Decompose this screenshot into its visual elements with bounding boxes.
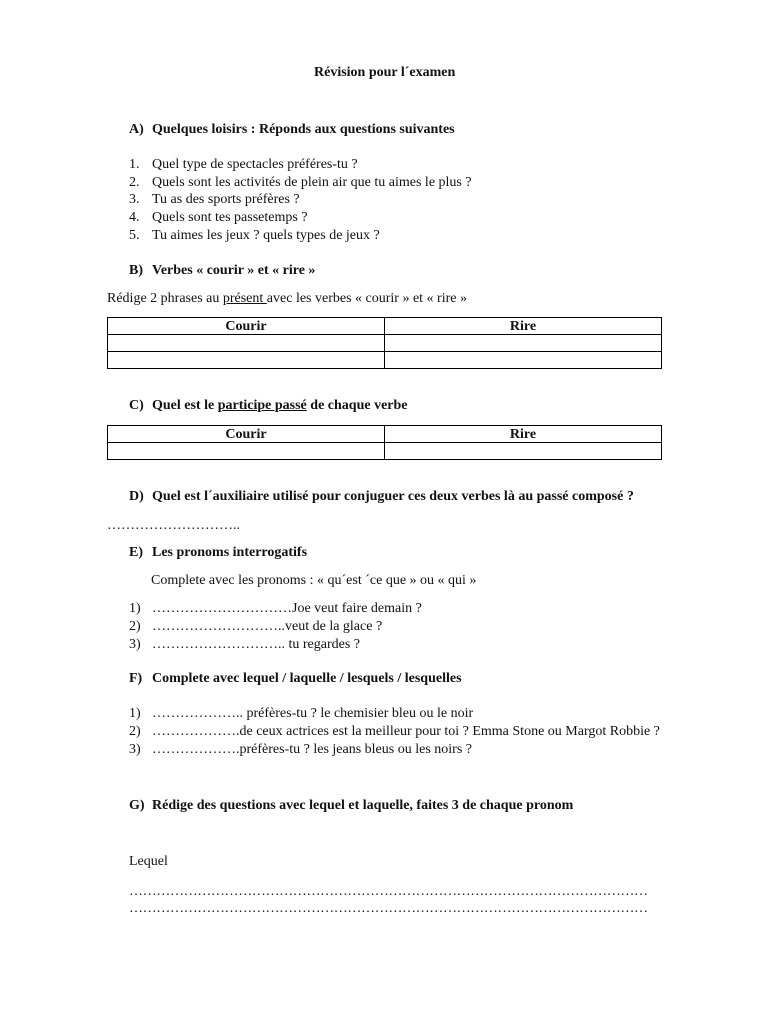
item-number: 1) <box>129 706 141 721</box>
section-c-title-underlined: participe passé <box>217 398 307 413</box>
item-text: ……………………….. tu regardes ? <box>152 637 361 652</box>
exercise-item <box>129 723 660 740</box>
instruction-underlined: présent <box>222 291 267 306</box>
exercise-item <box>129 705 473 722</box>
table-header-rire: Rire <box>385 318 662 335</box>
answer-line[interactable]: …………………………………………………………………………………………………… <box>129 901 648 916</box>
item-number: 3) <box>129 742 141 757</box>
section-a-heading <box>129 121 455 138</box>
section-g-letter: G) <box>129 798 145 813</box>
question-item <box>129 209 308 226</box>
answer-cell[interactable] <box>108 335 385 352</box>
section-g-heading <box>129 797 573 814</box>
instruction-text: Rédige 2 phrases au <box>107 291 223 306</box>
section-e-instruction: Complete avec les pronoms : « qu´est ´ce que » ou « qui » <box>151 573 477 588</box>
answer-cell[interactable] <box>108 443 385 460</box>
past-participle-table <box>107 425 662 460</box>
question-text: Quel type de spectacles préféres-tu ? <box>152 157 358 172</box>
section-e-title: Les pronoms interrogatifs <box>152 545 308 560</box>
section-f-heading <box>129 670 462 687</box>
question-number: 3. <box>129 192 140 207</box>
answer-cell[interactable] <box>385 335 662 352</box>
answer-cell[interactable] <box>108 352 385 369</box>
exercise-item <box>129 600 422 617</box>
item-text: ………………………..veut de la glace ? <box>152 619 383 634</box>
question-item <box>129 227 380 244</box>
question-number: 5. <box>129 228 140 243</box>
section-c-title: de chaque verbe <box>306 398 408 413</box>
item-text: ……………….de ceux actrices est la meilleur pour toi ? Emma Stone ou Margot Robbie ? <box>152 724 660 739</box>
section-d-title: Quel est l´auxiliaire utilisé pour conjuguer ces deux verbes là au passé composé ? <box>152 489 634 504</box>
section-f-letter: F) <box>129 671 143 686</box>
answer-cell[interactable] <box>385 352 662 369</box>
question-item <box>129 191 300 208</box>
lequel-label: Lequel <box>129 854 168 869</box>
question-item <box>129 156 358 173</box>
section-d-letter: D) <box>129 489 144 504</box>
section-c-title: Quel est le <box>152 398 218 413</box>
section-f-title: Complete avec lequel / laquelle / lesquels / lesquelles <box>152 671 462 686</box>
table-header-courir: Courir <box>108 318 385 335</box>
section-a-title: Quelques loisirs : Réponds aux questions suivantes <box>152 122 455 137</box>
item-text: ……………….. préfères-tu ? le chemisier bleu ou le noir <box>152 706 474 721</box>
question-text: Tu aimes les jeux ? quels types de jeux ? <box>152 228 380 243</box>
question-number: 4. <box>129 210 140 225</box>
exercise-item <box>129 618 382 635</box>
answer-cell[interactable] <box>385 443 662 460</box>
section-b-heading <box>129 262 315 279</box>
item-number: 3) <box>129 637 141 652</box>
section-d-heading <box>129 488 634 505</box>
item-number: 2) <box>129 724 141 739</box>
page-title: Révision pour l´examen <box>314 65 456 80</box>
section-c-letter: C) <box>129 398 144 413</box>
section-g-title: Rédige des questions avec lequel et laquelle, faites 3 de chaque pronom <box>152 798 574 813</box>
exercise-item <box>129 741 472 758</box>
question-number: 2. <box>129 175 140 190</box>
section-e-heading <box>129 544 307 561</box>
item-number: 1) <box>129 601 141 616</box>
section-a-letter: A) <box>129 122 144 137</box>
question-text: Quels sont tes passetemps ? <box>152 210 308 225</box>
exercise-item <box>129 636 360 653</box>
section-b-title: Verbes « courir » et « rire » <box>152 263 316 278</box>
table-header-courir: Courir <box>108 426 385 443</box>
item-text: ……………….préfères-tu ? les jeans bleus ou les noirs ? <box>152 742 472 757</box>
section-b-instruction <box>107 290 467 307</box>
question-text: Quels sont les activités de plein air que tu aimes le plus ? <box>152 175 472 190</box>
answer-line[interactable]: ……………………….. <box>107 518 240 533</box>
answer-line[interactable]: …………………………………………………………………………………………………… <box>129 884 648 899</box>
question-number: 1. <box>129 157 140 172</box>
question-item <box>129 174 472 191</box>
instruction-text: avec les verbes « courir » et « rire » <box>266 291 467 306</box>
table-header-rire: Rire <box>385 426 662 443</box>
question-text: Tu as des sports préfères ? <box>152 192 300 207</box>
present-sentences-table <box>107 317 662 369</box>
item-number: 2) <box>129 619 141 634</box>
section-e-letter: E) <box>129 545 143 560</box>
section-c-heading <box>129 397 408 414</box>
item-text: …………………………Joe veut faire demain ? <box>152 601 422 616</box>
section-b-letter: B) <box>129 263 143 278</box>
